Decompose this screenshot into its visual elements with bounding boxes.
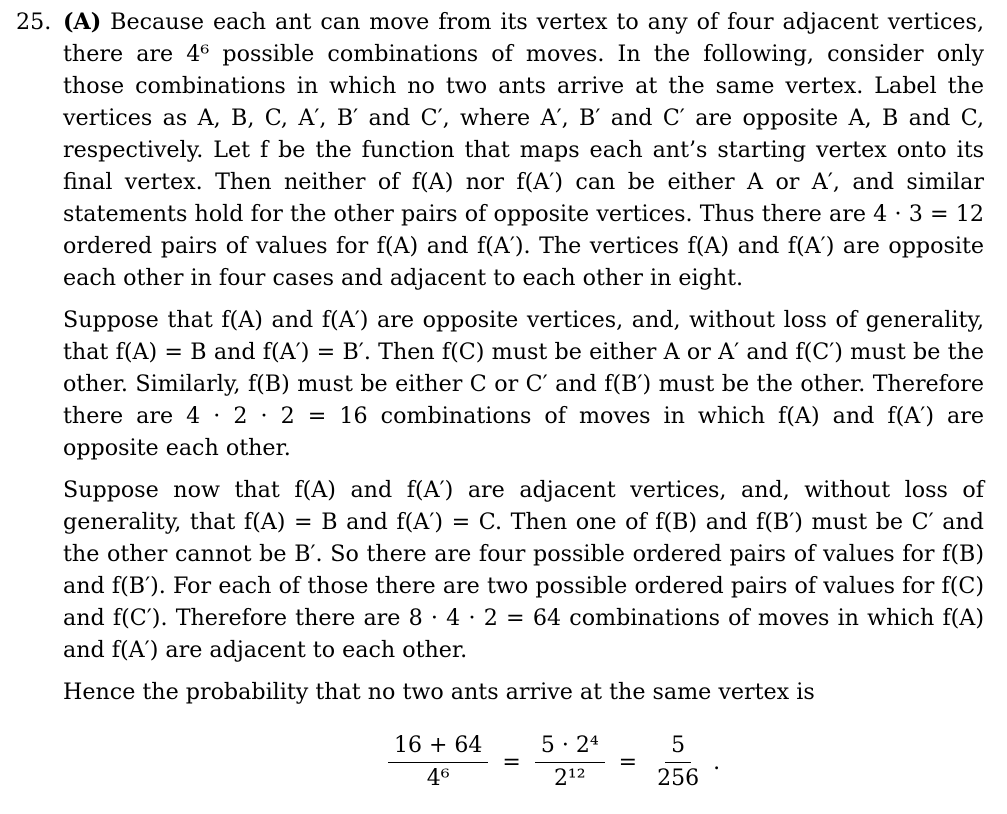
fraction-3-denominator: 256 <box>657 766 700 791</box>
fraction-3 <box>651 732 705 793</box>
problem-number: 25. <box>16 9 52 35</box>
fraction-3-numerator: 5 <box>665 732 691 763</box>
fraction-1-denominator: 4⁶ <box>426 766 450 791</box>
fraction-1-numerator: 16 + 64 <box>388 732 488 763</box>
solution-paragraph-4: Hence the probability that no two ants arrive at the same vertex is <box>63 679 815 705</box>
fraction-2-denominator: 2¹² <box>553 766 586 791</box>
solution-paragraph-3: Suppose now that f(A) and f(A′) are adjacent vertices, and, without loss of generality, that f(A) = B and f(A′) = C. Then one of f(B) and f(B′) must be C′ and the other cannot be B′. So there are four possible ordered pairs of values for f(B) and f(B′). For each of those there are two possible ordered pairs of values for f(C) and f(C′). Therefore there are 8 · 4 · 2 = 64 combinations of moves in which f(A) and f(A′) are adjacent to each other. <box>63 477 984 663</box>
answer-choice: (A) <box>63 9 102 35</box>
paragraph-1-text: Because each ant can move from its vertex to any of four adjacent vertices, there are 4⁶ possible combinations of moves. In the following, consider only those combinations in which no two ants arrive at the same vertex. Label the vertices as A, B, C, A′, B′ and C′, where A′, B′ and C′ are opposite A, B and C, respectively. Let f be the function that maps each ant’s starting vertex onto its final vertex. Then neither of f(A) nor f(A′) can be either A or A′, and similar statements hold for the other pairs of opposite vertices. Thus there are 4 · 3 = 12 ordered pairs of values for f(A) and f(A′). The vertices f(A) and f(A′) are opposite each other in four cases and adjacent to each other in eight. <box>63 9 985 291</box>
solution-paragraph-2: Suppose that f(A) and f(A′) are opposite vertices, and, without loss of generality, that f(A) = B and f(A′) = B′. Then f(C) must be either A or A′ and f(C′) must be the other. Similarly, f(B) must be either C or C′ and f(B′) must be the other. Therefore there are 4 · 2 · 2 = 16 combinations of moves in which f(A) and f(A′) are opposite each other. <box>63 307 984 461</box>
equals-sign-2: = <box>618 750 638 775</box>
fraction-1 <box>388 732 488 793</box>
fraction-2 <box>535 732 605 793</box>
solution-paragraph-1 <box>16 6 984 294</box>
formula-period: . <box>713 750 721 775</box>
probability-formula <box>380 732 720 793</box>
solution-document <box>16 6 984 708</box>
equals-sign-1: = <box>502 750 521 775</box>
fraction-2-numerator: 5 · 2⁴ <box>535 732 605 763</box>
